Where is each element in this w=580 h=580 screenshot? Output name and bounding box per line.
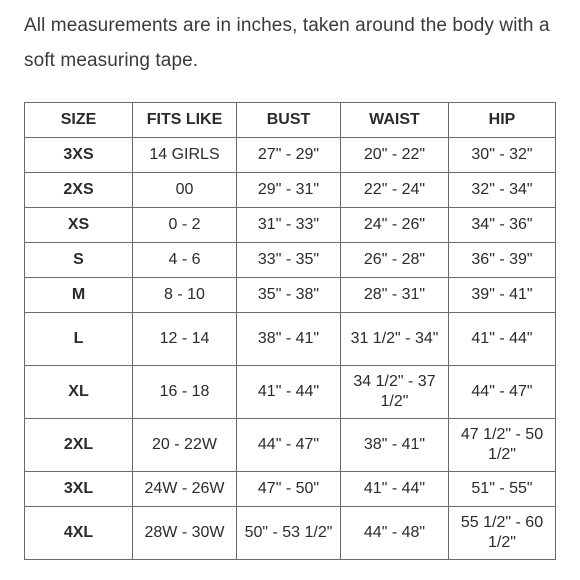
waist-cell: 44" - 48": [341, 507, 449, 560]
intro-text: All measurements are in inches, taken around the body with a soft measuring tape.: [24, 15, 550, 71]
fits-like-cell: 0 - 2: [133, 208, 237, 243]
fits-like-cell: 14 GIRLS: [133, 138, 237, 173]
bust-cell: 47" - 50": [237, 472, 341, 507]
header-hip: HIP: [449, 103, 556, 138]
fits-like-cell: 16 - 18: [133, 366, 237, 419]
header-size: SIZE: [25, 103, 133, 138]
bust-cell: 41" - 44": [237, 366, 341, 419]
header-fits-like: FITS LIKE: [133, 103, 237, 138]
size-cell: S: [25, 243, 133, 278]
size-chart-table: [24, 102, 556, 560]
waist-cell: 31 1/2" - 34": [341, 313, 449, 366]
table-header-row: [25, 103, 556, 138]
waist-cell: 20" - 22": [341, 138, 449, 173]
size-cell: XL: [25, 366, 133, 419]
bust-cell: 33" - 35": [237, 243, 341, 278]
size-cell: 2XS: [25, 173, 133, 208]
hip-cell: 30" - 32": [449, 138, 556, 173]
waist-cell: 24" - 26": [341, 208, 449, 243]
hip-cell: 32" - 34": [449, 173, 556, 208]
size-cell: XS: [25, 208, 133, 243]
bust-cell: 44" - 47": [237, 419, 341, 472]
size-cell: 3XL: [25, 472, 133, 507]
waist-cell: 41" - 44": [341, 472, 449, 507]
size-cell: 2XL: [25, 419, 133, 472]
hip-cell: 36" - 39": [449, 243, 556, 278]
table-row: [25, 173, 556, 208]
hip-cell: 51" - 55": [449, 472, 556, 507]
fits-like-cell: 8 - 10: [133, 278, 237, 313]
hip-cell: 41" - 44": [449, 313, 556, 366]
fits-like-cell: 12 - 14: [133, 313, 237, 366]
fits-like-cell: 24W - 26W: [133, 472, 237, 507]
table-row: [25, 419, 556, 472]
waist-cell: 28" - 31": [341, 278, 449, 313]
table-row: [25, 138, 556, 173]
hip-cell: 55 1/2" - 60 1/2": [449, 507, 556, 560]
hip-cell: 39" - 41": [449, 278, 556, 313]
table-row: [25, 472, 556, 507]
bust-cell: 31" - 33": [237, 208, 341, 243]
bust-cell: 35" - 38": [237, 278, 341, 313]
table-row: [25, 366, 556, 419]
header-waist: WAIST: [341, 103, 449, 138]
waist-cell: 38" - 41": [341, 419, 449, 472]
table-row: [25, 278, 556, 313]
fits-like-cell: 4 - 6: [133, 243, 237, 278]
table-row: [25, 243, 556, 278]
hip-cell: 44" - 47": [449, 366, 556, 419]
bust-cell: 27" - 29": [237, 138, 341, 173]
table-row: [25, 208, 556, 243]
size-cell: M: [25, 278, 133, 313]
waist-cell: 26" - 28": [341, 243, 449, 278]
size-cell: 3XS: [25, 138, 133, 173]
fits-like-cell: 20 - 22W: [133, 419, 237, 472]
table-row: [25, 313, 556, 366]
bust-cell: 38" - 41": [237, 313, 341, 366]
size-cell: 4XL: [25, 507, 133, 560]
waist-cell: 22" - 24": [341, 173, 449, 208]
waist-cell: 34 1/2" - 37 1/2": [341, 366, 449, 419]
header-bust: BUST: [237, 103, 341, 138]
hip-cell: 34" - 36": [449, 208, 556, 243]
size-cell: L: [25, 313, 133, 366]
table-row: [25, 507, 556, 560]
fits-like-cell: 00: [133, 173, 237, 208]
fits-like-cell: 28W - 30W: [133, 507, 237, 560]
bust-cell: 50" - 53 1/2": [237, 507, 341, 560]
hip-cell: 47 1/2" - 50 1/2": [449, 419, 556, 472]
bust-cell: 29" - 31": [237, 173, 341, 208]
